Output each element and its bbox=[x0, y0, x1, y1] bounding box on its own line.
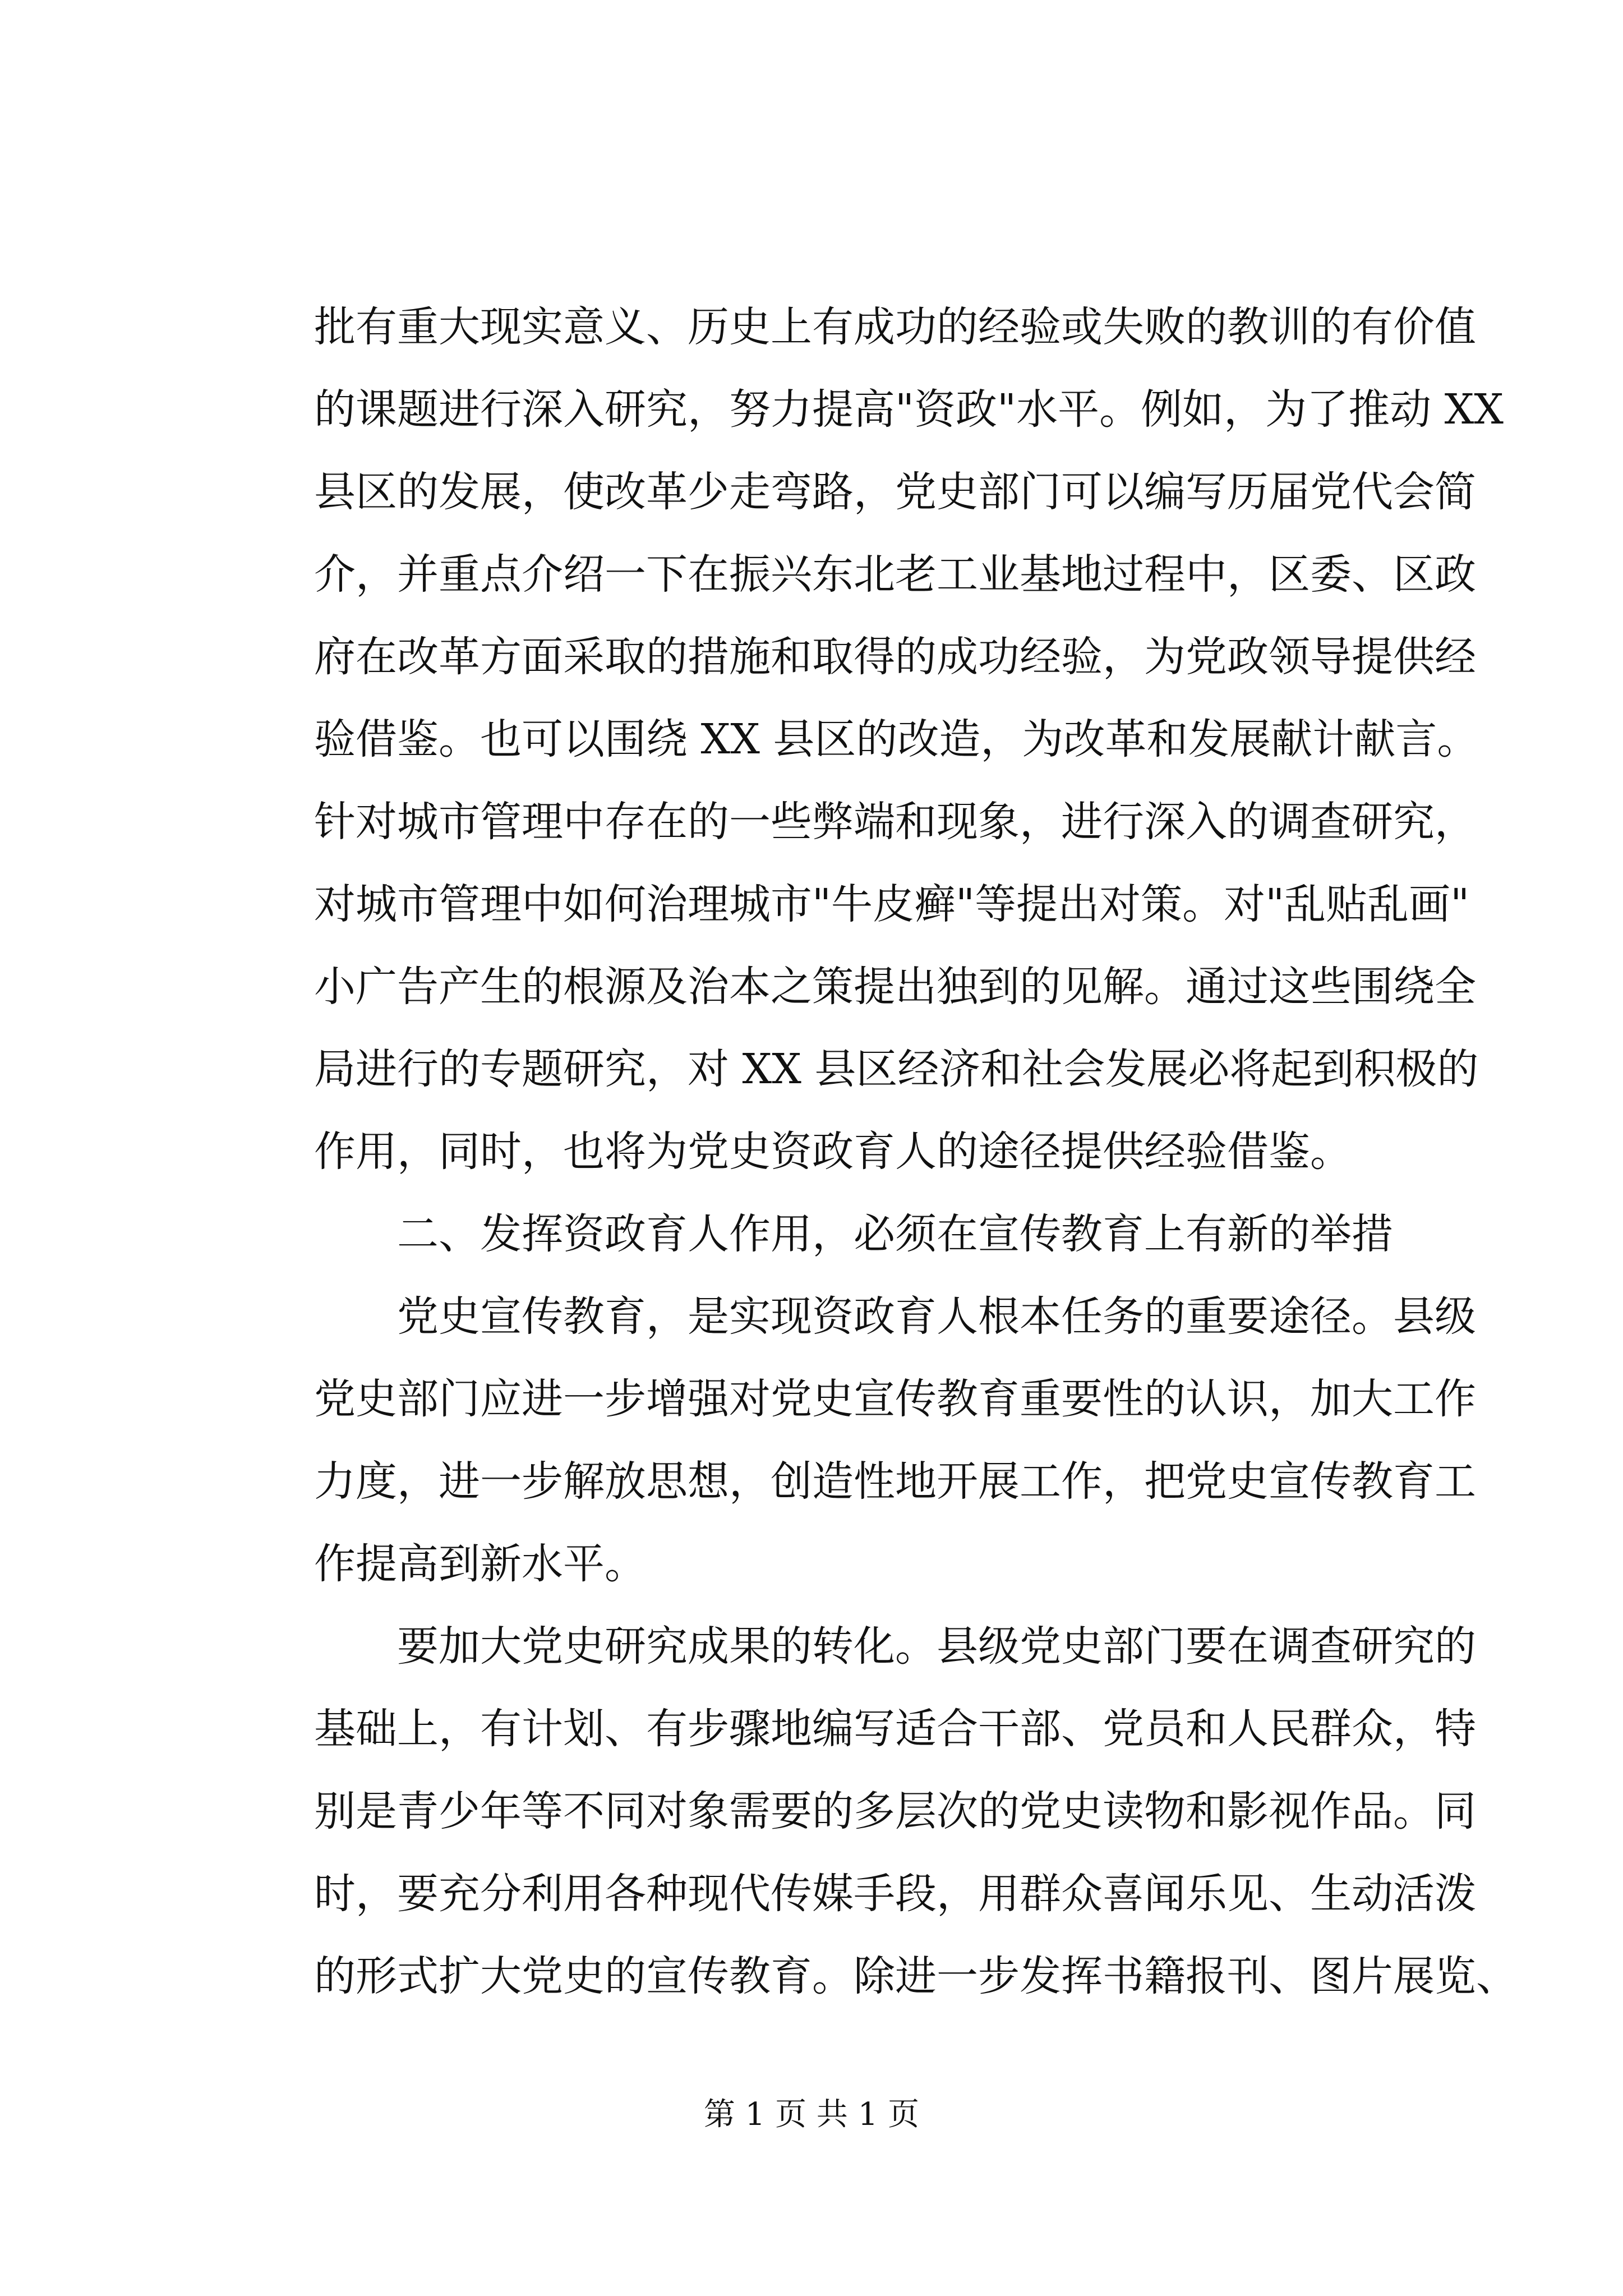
text-line: 对城市管理中如何治理城市"牛皮癣"等提出对策。对"乱贴乱画" bbox=[314, 880, 1470, 928]
text-line: 验借鉴。也可以围绕 XX 县区的改造，为改革和发展献计献言。 bbox=[314, 715, 1479, 763]
text-line: 作用，同时，也将为党史资政育人的途径提供经验借鉴。 bbox=[314, 1128, 1352, 1176]
text-line: 针对城市管理中存在的一些弊端和现象，进行深入的调查研究， bbox=[314, 798, 1476, 846]
section-heading: 二、发挥资政育人作用，必须在宣传教育上有新的举措 bbox=[397, 1210, 1393, 1258]
text-line: 局进行的专题研究，对 XX 县区经济和社会发展必将起到积极的 bbox=[314, 1045, 1479, 1093]
text-line: 的课题进行深入研究，努力提高"资政"水平。例如，为了推动 XX bbox=[314, 385, 1504, 434]
text-line: 介，并重点介绍一下在振兴东北老工业基地过程中，区委、区政 bbox=[314, 550, 1476, 599]
text-line: 党史部门应进一步增强对党史宣传教育重要性的认识，加大工作 bbox=[314, 1375, 1476, 1423]
text-line: 府在改革方面采取的措施和取得的成功经验，为党政领导提供经 bbox=[314, 633, 1476, 681]
text-line: 县区的发展，使改革少走弯路，党史部门可以编写历届党代会简 bbox=[314, 468, 1476, 516]
body-text bbox=[314, 286, 1518, 2018]
text-line: 基础上，有计划、有步骤地编写适合干部、党员和人民群众，特 bbox=[314, 1705, 1476, 1753]
text-line: 党史宣传教育，是实现资政育人根本任务的重要途径。县级 bbox=[397, 1292, 1476, 1341]
text-line: 时，要充分利用各种现代传媒手段，用群众喜闻乐见、生动活泼 bbox=[314, 1870, 1476, 1918]
text-line: 作提高到新水平。 bbox=[314, 1540, 646, 1588]
text-line: 别是青少年等不同对象需要的多层次的党史读物和影视作品。同 bbox=[314, 1787, 1476, 1835]
text-line: 小广告产生的根源及治本之策提出独到的见解。通过这些围绕全 bbox=[314, 963, 1476, 1011]
text-line: 批有重大现实意义、历史上有成功的经验或失败的教训的有价值 bbox=[314, 303, 1476, 351]
text-line: 力度，进一步解放思想，创造性地开展工作，把党史宣传教育工 bbox=[314, 1457, 1476, 1506]
text-line: 的形式扩大党史的宣传教育。除进一步发挥书籍报刊、图片展览、 bbox=[314, 1952, 1518, 2000]
text-line: 要加大党史研究成果的转化。县级党史部门要在调查研究的 bbox=[397, 1622, 1476, 1671]
page-footer: 第 1 页 共 1 页 bbox=[703, 2096, 920, 2133]
